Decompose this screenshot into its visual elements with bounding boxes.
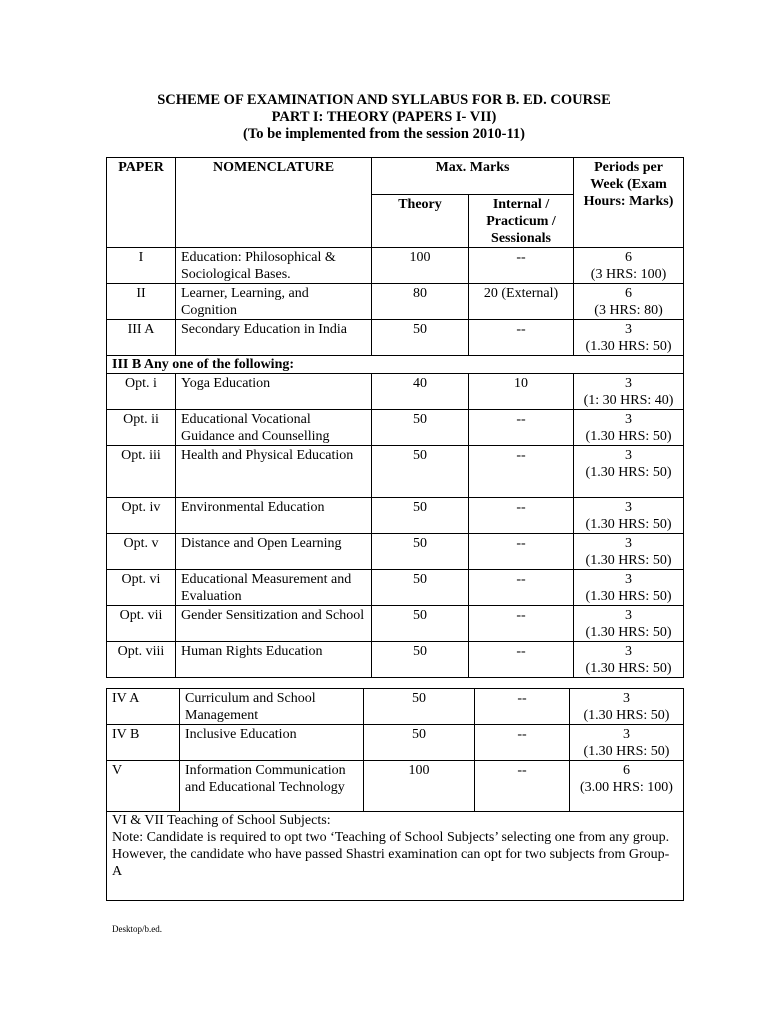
exam-hours-value: (1.30 HRS: 50) [585, 429, 672, 444]
table-row [107, 642, 684, 678]
table-row [107, 498, 684, 534]
internal-cell: -- [469, 642, 574, 678]
note-row [107, 812, 684, 901]
periods-cell [574, 248, 684, 284]
internal-cell: -- [475, 761, 570, 812]
periods-cell [574, 410, 684, 446]
theory-cell: 50 [372, 534, 469, 570]
theory-cell: 50 [372, 606, 469, 642]
periods-value: 6 [625, 286, 633, 301]
table-row [107, 761, 684, 812]
exam-hours-value: (1.30 HRS: 50) [585, 661, 672, 676]
scheme-table-2 [106, 688, 684, 901]
periods-cell [574, 606, 684, 642]
exam-hours-value: (1.30 HRS: 50) [585, 553, 672, 568]
table-row [107, 248, 684, 284]
nomenclature-cell: Gender Sensitization and School [176, 606, 372, 642]
nomenclature-cell: Education: Philosophical & Sociological Bases. [176, 248, 372, 284]
internal-cell: -- [469, 446, 574, 498]
periods-value: 3 [623, 691, 630, 706]
theory-cell: 100 [372, 248, 469, 284]
paper-header: PAPER [107, 158, 176, 248]
periods-cell [574, 534, 684, 570]
section-label: III B Any one of the following: [107, 356, 684, 374]
paper-cell: IV A [107, 689, 180, 725]
periods-value: 6 [625, 250, 633, 265]
paper-cell: IV B [107, 725, 180, 761]
nomenclature-cell: Educational Vocational Guidance and Counselling [176, 410, 372, 446]
document-subtitle: PART I: THEORY (PAPERS I- VII) [271, 109, 497, 125]
theory-cell: 80 [372, 284, 469, 320]
periods-cell [574, 320, 684, 356]
theory-header: Theory [372, 195, 469, 248]
periods-cell [574, 642, 684, 678]
periods-value: 3 [625, 608, 633, 623]
internal-cell: -- [475, 689, 570, 725]
paper-cell: Opt. i [107, 374, 176, 410]
paper-cell: II [107, 284, 176, 320]
periods-value: 3 [625, 412, 633, 427]
internal-cell: -- [469, 498, 574, 534]
exam-hours-value: (1.30 HRS: 50) [585, 339, 672, 354]
exam-hours-value: (1.30 HRS: 50) [585, 517, 672, 532]
periods-cell [574, 446, 684, 498]
theory-cell: 50 [372, 320, 469, 356]
nomenclature-cell: Inclusive Education [180, 725, 364, 761]
scheme-table [106, 157, 684, 678]
periods-value: 3 [625, 536, 633, 551]
nomenclature-cell: Distance and Open Learning [176, 534, 372, 570]
periods-value: 3 [625, 376, 633, 391]
periods-value: 6 [623, 763, 630, 778]
periods-value: 3 [623, 727, 630, 742]
exam-hours-value: (3.00 HRS: 100) [580, 780, 673, 795]
paper-cell: I [107, 248, 176, 284]
note-cell [107, 812, 684, 901]
exam-hours-value: (3 HRS: 100) [590, 267, 667, 282]
theory-cell: 50 [364, 725, 475, 761]
table-row [107, 410, 684, 446]
internal-cell: -- [469, 410, 574, 446]
paper-cell: Opt. vii [107, 606, 176, 642]
table-row [107, 374, 684, 410]
periods-header: Periods per Week (Exam Hours: Marks) [574, 158, 684, 248]
max-marks-header: Max. Marks [372, 158, 574, 195]
internal-cell: -- [469, 248, 574, 284]
internal-cell: 20 (External) [469, 284, 574, 320]
exam-hours-value: (1.30 HRS: 50) [585, 589, 672, 604]
exam-hours-value: (1.30 HRS: 50) [585, 465, 672, 480]
footer-path: Desktop/b.ed. [112, 924, 162, 934]
internal-cell: 10 [469, 374, 574, 410]
table-row [107, 284, 684, 320]
paper-cell: Opt. vi [107, 570, 176, 606]
section-row [107, 356, 684, 374]
note-text: Note: Candidate is required to opt two ‘Teaching of School Subjects’ selecting one from any group. However, the candidate who have passed Shastri examination can opt for two subjects from Group-A [112, 830, 670, 879]
table-row [107, 606, 684, 642]
periods-cell [570, 761, 684, 812]
periods-cell [574, 374, 684, 410]
periods-cell [570, 725, 684, 761]
exam-hours-value: (1.30 HRS: 50) [585, 625, 672, 640]
nomenclature-cell: Human Rights Education [176, 642, 372, 678]
paper-cell: Opt. ii [107, 410, 176, 446]
theory-cell: 100 [364, 761, 475, 812]
table-row [107, 534, 684, 570]
periods-value: 3 [625, 644, 633, 659]
paper-cell: Opt. v [107, 534, 176, 570]
table-row [107, 570, 684, 606]
internal-cell: -- [469, 570, 574, 606]
nomenclature-cell: Learner, Learning, and Cognition [176, 284, 372, 320]
session-note: (To be implemented from the session 2010-11) [243, 126, 525, 142]
nomenclature-cell: Educational Measurement and Evaluation [176, 570, 372, 606]
theory-cell: 50 [372, 642, 469, 678]
periods-value: 3 [625, 448, 633, 463]
paper-cell: V [107, 761, 180, 812]
theory-cell: 50 [372, 410, 469, 446]
periods-value: 3 [625, 500, 633, 515]
periods-cell [574, 498, 684, 534]
paper-cell: Opt. iii [107, 446, 176, 498]
exam-hours-value: (1: 30 HRS: 40) [583, 393, 674, 408]
internal-cell: -- [475, 725, 570, 761]
header-row [107, 158, 684, 195]
nomenclature-cell: Curriculum and School Management [180, 689, 364, 725]
periods-value: 3 [625, 322, 633, 337]
periods-cell [574, 284, 684, 320]
internal-header: Internal / Practicum / Sessionals [469, 195, 574, 248]
nomenclature-cell: Yoga Education [176, 374, 372, 410]
theory-cell: 40 [372, 374, 469, 410]
nomenclature-cell: Secondary Education in India [176, 320, 372, 356]
theory-cell: 50 [372, 498, 469, 534]
paper-cell: III A [107, 320, 176, 356]
table-row [107, 320, 684, 356]
periods-cell [574, 570, 684, 606]
nomenclature-cell: Health and Physical Education [176, 446, 372, 498]
exam-hours-value: (3 HRS: 80) [594, 303, 663, 318]
nomenclature-cell: Information Communication and Educational Technology [180, 761, 364, 812]
document-title: SCHEME OF EXAMINATION AND SYLLABUS FOR B. ED. COURSE [157, 92, 611, 108]
nomenclature-header: NOMENCLATURE [176, 158, 372, 248]
table-row [107, 446, 684, 498]
internal-cell: -- [469, 534, 574, 570]
note-title: VI & VII Teaching of School Subjects: [112, 813, 331, 828]
internal-cell: -- [469, 606, 574, 642]
table-row [107, 725, 684, 761]
exam-hours-value: (1.30 HRS: 50) [583, 744, 670, 759]
theory-cell: 50 [364, 689, 475, 725]
nomenclature-cell: Environmental Education [176, 498, 372, 534]
periods-cell [570, 689, 684, 725]
paper-cell: Opt. iv [107, 498, 176, 534]
theory-cell: 50 [372, 446, 469, 498]
paper-cell: Opt. viii [107, 642, 176, 678]
periods-value: 3 [625, 572, 633, 587]
internal-cell: -- [469, 320, 574, 356]
exam-hours-value: (1.30 HRS: 50) [583, 708, 670, 723]
table-row [107, 689, 684, 725]
theory-cell: 50 [372, 570, 469, 606]
